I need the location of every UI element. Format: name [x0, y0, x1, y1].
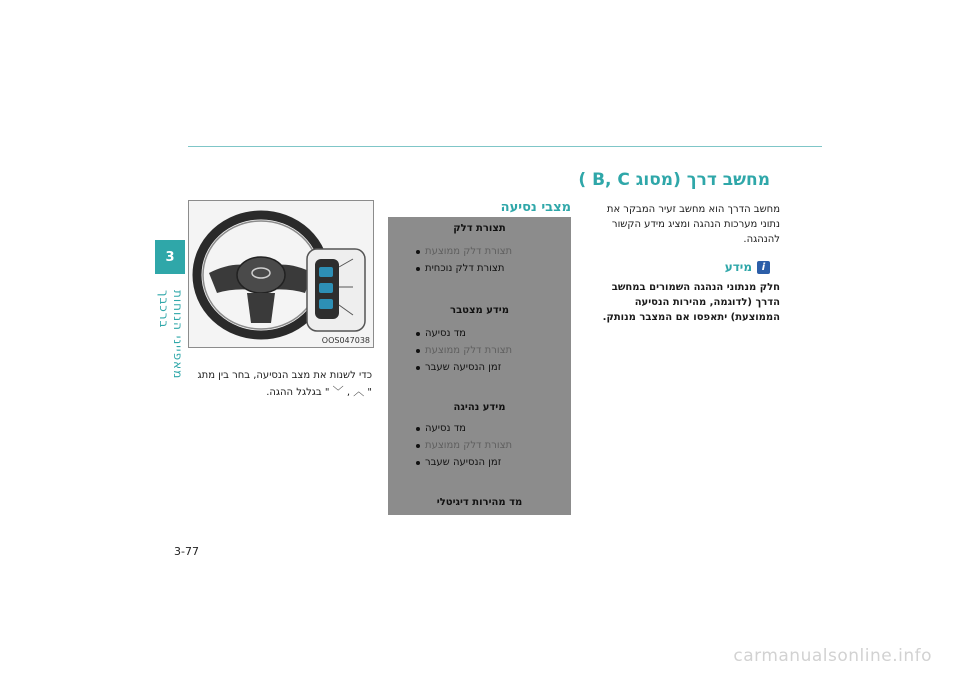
mode-group-title: תצורת דלק [453, 223, 506, 234]
bullet-icon [416, 349, 420, 353]
bullet-icon [416, 267, 420, 271]
mode-group-title: מידע מצטבר [450, 305, 509, 316]
mode-item: זמן הנסיעה שעבר [388, 359, 571, 376]
mode-item: תצורת דלק ממוצעת [388, 342, 571, 359]
modes-panel [388, 217, 571, 515]
bullet-icon [416, 427, 420, 431]
caption-line-2-text: בגלגל ההגה. [266, 387, 322, 398]
chevron-up-icon: ︿ [353, 385, 365, 398]
mode-item: מד נסיעה [388, 420, 571, 437]
modes-title: מצבי נסיעה [500, 200, 571, 215]
bullet-icon [416, 332, 420, 336]
bullet-icon [416, 444, 420, 448]
mode-group-title: מד מהירות דיגיטלי [436, 497, 523, 508]
mode-group [388, 305, 571, 376]
section-body: מחשב הדרך הוא מחשב זעיר המבקר את נתוני מערכות הנהגה ומציג מידע הקשור להנהגה. [606, 204, 780, 245]
top-divider [188, 146, 822, 147]
separator: , [346, 387, 351, 398]
bullet-icon [416, 366, 420, 370]
chevron-down-icon: ﹀ [332, 385, 344, 398]
figure-caption [190, 368, 372, 401]
info-heading [725, 260, 770, 274]
figure-code: OOS047038 [321, 336, 370, 345]
info-label: מידע [724, 260, 752, 274]
mode-group-title: מידע נהיגה [453, 402, 506, 413]
section-title: מחשב דרך (מסוג B, C ) [578, 170, 770, 190]
mode-item: מד נסיעה [388, 325, 571, 342]
mode-item: תצורת דלק ממוצעת [388, 437, 571, 454]
mode-group [388, 223, 571, 277]
quote-open: " [367, 387, 372, 398]
info-text: חלק מנתוני הנהגה השמורים במחשב הדרך (לדוגמה, מהירות הנסיעה הממוצעת) יתאפסו אם המצבר מנותק. [602, 282, 780, 323]
mode-item: תצורת דלק ממוצעת [388, 243, 571, 260]
bullet-icon [416, 461, 420, 465]
side-chapter-title: מאפייני הנוחות ברכבך [157, 290, 185, 380]
quote-close: " [324, 387, 330, 398]
info-icon: i [757, 261, 770, 274]
caption-line-2 [190, 384, 372, 401]
caption-line-1: כדי לשנות את מצב הנסיעה, בחר בין מתג [197, 370, 372, 381]
chapter-tab: 3 [155, 240, 185, 274]
bullet-icon [416, 250, 420, 254]
watermark: carmanualsonline.info [733, 646, 932, 666]
mode-group [388, 402, 571, 471]
mode-item: זמן הנסיעה שעבר [388, 454, 571, 471]
page-number: 3-77 [174, 545, 199, 558]
steering-wheel-figure [188, 200, 374, 348]
mode-item: תצורת דלק נוכחית [388, 260, 571, 277]
steering-wheel-illustration [189, 201, 373, 347]
